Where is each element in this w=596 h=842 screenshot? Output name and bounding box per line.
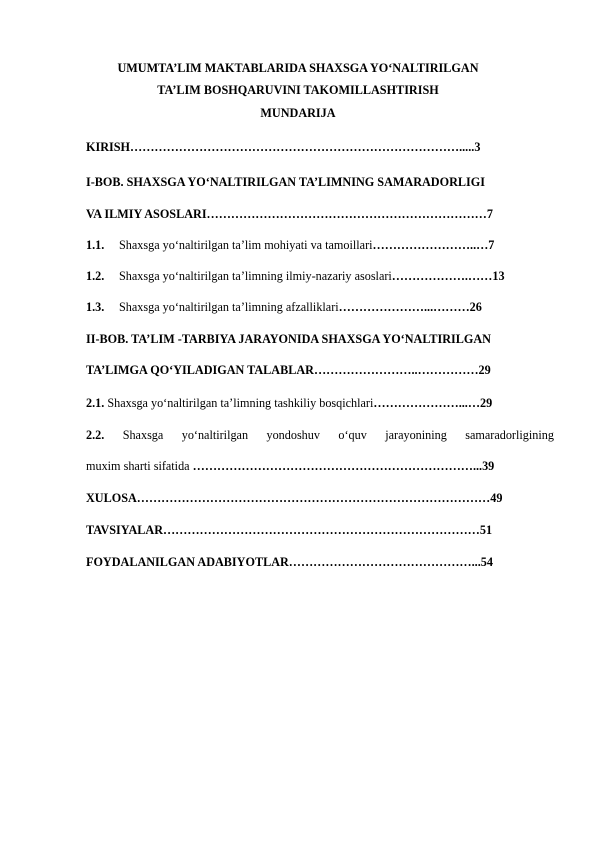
- document-title-line-1: UMUMTA’LIM MAKTABLARIDA SHAXSGA YO‘NALTIRILGAN: [117, 61, 479, 75]
- section-title-word: o‘quv: [338, 428, 367, 442]
- section-title: Shaxsga yo‘naltirilgan ta’limning tashkiliy bosqichlari: [104, 396, 374, 410]
- section-leader-page: ……………….……13: [391, 269, 505, 283]
- toc-chapter-2-title: II-BOB. TA’LIM -TARBIYA JARAYONIDA SHAXSGA YO‘NALTIRILGAN: [86, 332, 491, 346]
- toc-entry-2-2-cont: [86, 459, 494, 474]
- toc-entry-kirish: KIRISH……………………………………………………………………….....3: [86, 140, 481, 154]
- toc-entry-1-2: [86, 269, 505, 284]
- section-title-word: samaradorligining: [465, 428, 554, 442]
- section-leader-page: …………………...…29: [373, 396, 493, 410]
- section-title-word: yo‘naltirilgan: [181, 428, 249, 442]
- toc-chapter-1-title: I-BOB. SHAXSGA YO‘NALTIRILGAN TA’LIMNING SAMARADORLIGI: [86, 175, 485, 189]
- toc-entry-2-1: [86, 396, 492, 411]
- contents-heading: MUNDARIJA: [260, 106, 336, 120]
- section-number: 2.2.: [86, 428, 105, 442]
- toc-entry-xulosa: XULOSA……………………………………………………………………………49: [86, 491, 503, 505]
- section-leader-page: …………………...………26: [338, 300, 482, 314]
- section-number: 2.1.: [86, 396, 105, 410]
- section-title: Shaxsga yo‘naltirilgan ta’lim mohiyati va tamoillari: [119, 238, 373, 252]
- section-title-word: jarayonining: [385, 428, 447, 442]
- section-leader-page: ……………………………………………………………...39: [192, 459, 495, 473]
- toc-entry-adabiyotlar: FOYDALANILGAN ADABIYOTLAR………………………………………...54: [86, 555, 493, 569]
- section-title: muxim sharti sifatida: [86, 459, 193, 473]
- toc-chapter-1-title-cont: VA ILMIY ASOSLARI……………………………………………………………7: [86, 207, 493, 221]
- toc-entry-1-1: [86, 238, 494, 253]
- toc-entry-1-3: [86, 300, 482, 315]
- section-title-word: Shaxsga: [122, 428, 164, 442]
- toc-chapter-2-title-cont: TA’LIMGA QO‘YILADIGAN TALABLAR……………………..……………29: [86, 363, 491, 377]
- section-leader-page: ……………………..…7: [372, 238, 495, 252]
- document-title-line-2: TA’LIM BOSHQARUVINI TAKOMILLASHTIRISH: [157, 83, 439, 97]
- section-number: 1.1.: [86, 238, 105, 252]
- section-number: 1.3.: [86, 300, 105, 314]
- section-number: 1.2.: [86, 269, 105, 283]
- section-title-word: yondoshuv: [266, 428, 320, 442]
- section-title: Shaxsga yo‘naltirilgan ta’limning ilmiy-nazariy asoslari: [119, 269, 392, 283]
- toc-entry-2-2: [86, 428, 554, 443]
- toc-entry-tavsiyalar: TAVSIYALAR……………………………………………………………………51: [86, 523, 493, 537]
- section-title: Shaxsga yo‘naltirilgan ta’limning afzalliklari: [119, 300, 339, 314]
